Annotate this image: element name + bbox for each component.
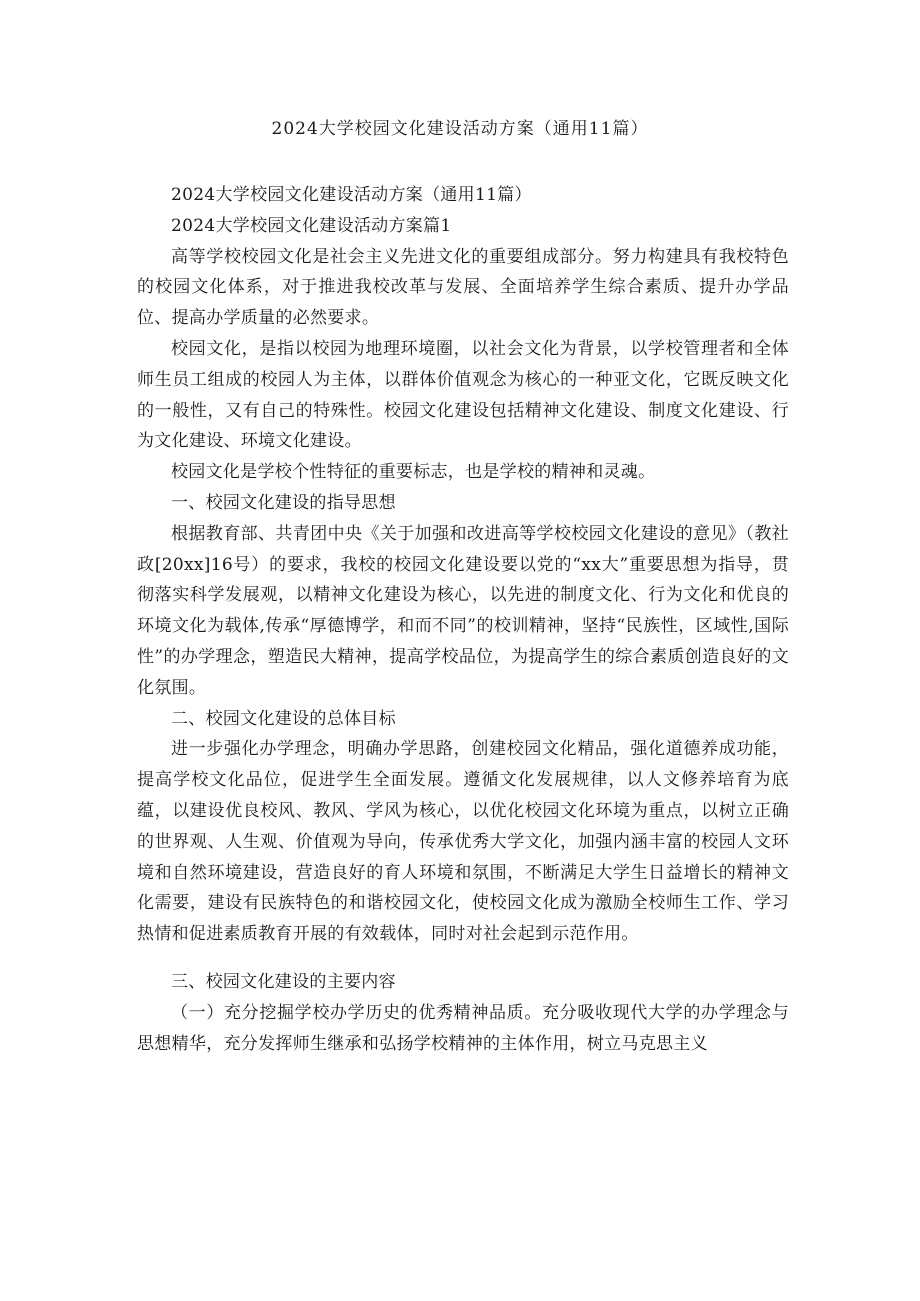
heading-overall-goal: 二、校园文化建设的总体目标 <box>171 708 396 729</box>
section-heading-part-1: 2024大学校园文化建设活动方案篇1 <box>171 215 452 236</box>
subtitle-line: 2024大学校园文化建设活动方案（通用11篇） <box>171 185 532 205</box>
heading-guiding-ideology: 一、校园文化建设的指导思想 <box>171 492 396 513</box>
heading-main-content: 三、校园文化建设的主要内容 <box>171 971 396 992</box>
paragraph-definition: 校园文化，是指以校园为地理环境圈，以社会文化为背景，以学校管理者和全体师生员工组成的校园人为主体，以群体价值观念为核心的一种亚文化，它既反映文化的一般性，又有自己的特殊性。校园文化建设包括精神文化建设、制度文化建设、行为文化建设、环境文化建设。 <box>137 338 789 452</box>
paragraph-importance: 校园文化是学校个性特征的重要标志，也是学校的精神和灵魂。 <box>171 462 656 483</box>
paragraph-guiding-ideology: 根据教育部、共青团中央《关于加强和改进高等学校校园文化建设的意见》（教社政[20xx]16号）的要求，我校的校园文化建设要以党的“xx大”重要思想为指导，贯彻落实科学发展观，以精神文化建设为核心，以先进的制度文化、行为文化和优良的环境文化为载体,传承“厚德博学，和而不同”的校训精神，坚持“民族性，区域性,国际性”的办学理念，塑造民大精神，提高学校品位，为提高学生的综合素质创造良好的文化氛围。 <box>137 523 789 698</box>
paragraph-main-content-1: （一）充分挖掘学校办学历史的优秀精神品质。充分吸收现代大学的办学理念与思想精华，充分发挥师生继承和弘扬学校精神的主体作用，树立马克思主义 <box>137 1002 789 1054</box>
paragraph-overall-goal: 进一步强化办学理念，明确办学思路，创建校园文化精品，强化道德养成功能，提高学校文化品位，促进学生全面发展。遵循文化发展规律，以人文修养培育为底蕴，以建设优良校风、教风、学风为核心，以优化校园文化环境为重点，以树立正确的世界观、人生观、价值观为导向，传承优秀大学文化，加强内涵丰富的校园人文环境和自然环境建设，营造良好的育人环境和氛围，不断满足大学生日益增长的精神文化需要，建设有民族特色的和谐校园文化，使校园文化成为激励全校师生工作、学习热情和促进素质教育开展的有效载体，同时对社会起到示范作用。 <box>137 739 789 945</box>
document-title: 2024大学校园文化建设活动方案（通用11篇） <box>271 119 649 139</box>
paragraph-intro: 高等学校校园文化是社会主义先进文化的重要组成部分。努力构建具有我校特色的校园文化体系，对于推进我校改革与发展、全面培养学生综合素质、提升办学品位、提高办学质量的必然要求。 <box>137 246 789 329</box>
document-body <box>137 180 789 1059</box>
